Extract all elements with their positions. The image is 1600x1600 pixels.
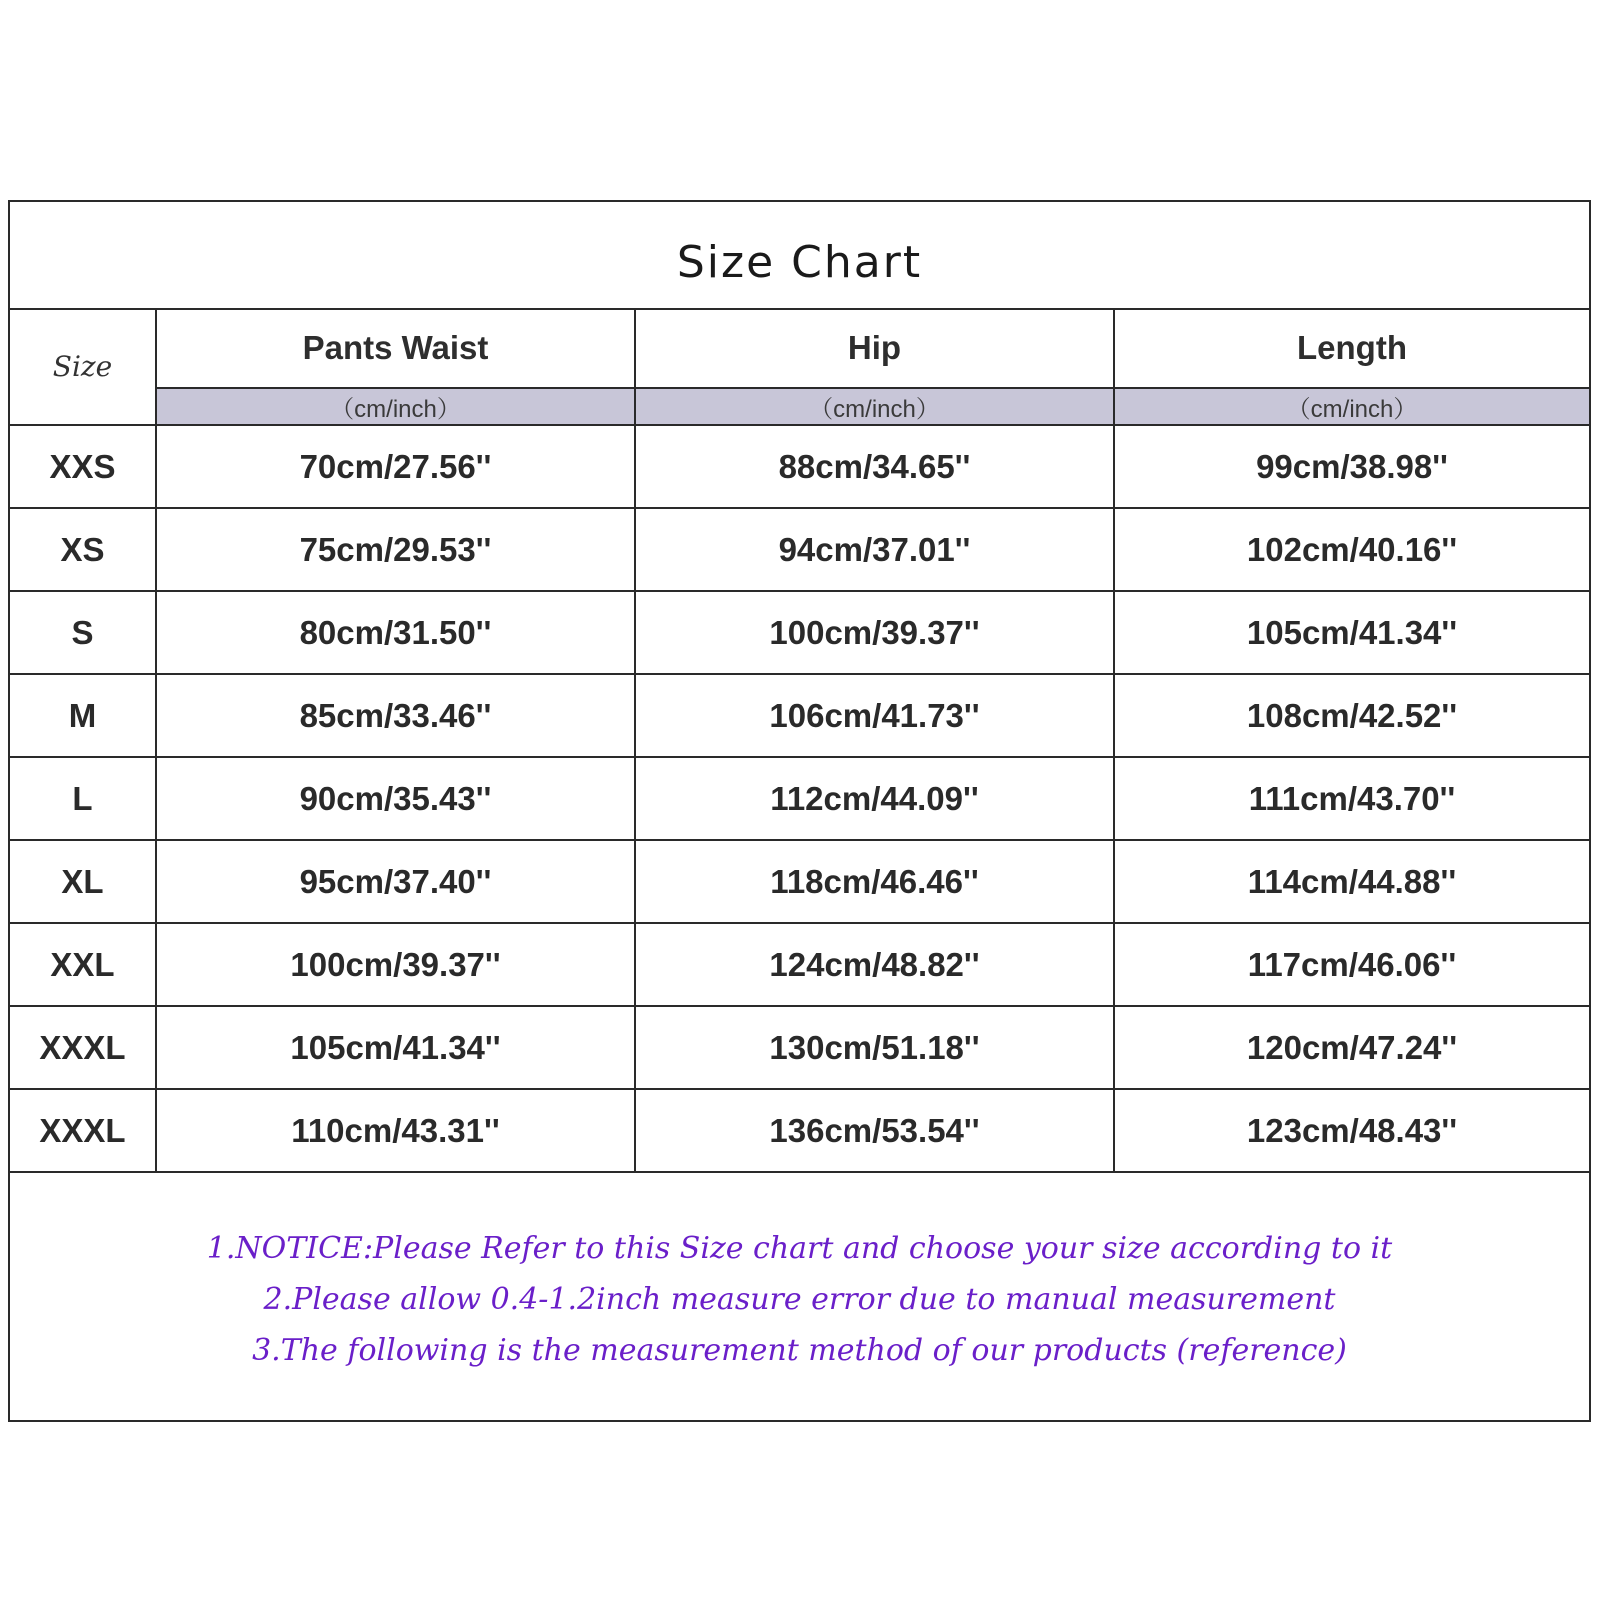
size-cell: XS: [10, 508, 156, 591]
waist-cell: 105cm/41.34'': [156, 1006, 635, 1089]
waist-cell: 70cm/27.56'': [156, 425, 635, 508]
length-cell: 102cm/40.16'': [1114, 508, 1589, 591]
table-row: [10, 757, 1589, 840]
waist-cell: 90cm/35.43'': [156, 757, 635, 840]
table-row: [10, 1089, 1589, 1172]
size-cell: XXL: [10, 923, 156, 1006]
hip-cell: 130cm/51.18'': [635, 1006, 1114, 1089]
hip-cell: 124cm/48.82'': [635, 923, 1114, 1006]
length-cell: 114cm/44.88'': [1114, 840, 1589, 923]
notice-line: 3.The following is the measurement method of our products (reference): [252, 1332, 1347, 1368]
length-cell: 105cm/41.34'': [1114, 591, 1589, 674]
size-cell: XXS: [10, 425, 156, 508]
hip-cell: 112cm/44.09'': [635, 757, 1114, 840]
table-row: [10, 923, 1589, 1006]
table-body: [10, 425, 1589, 1172]
title-row: [10, 202, 1589, 310]
waist-cell: 110cm/43.31'': [156, 1089, 635, 1172]
hip-cell: 106cm/41.73'': [635, 674, 1114, 757]
length-cell: 123cm/48.43'': [1114, 1089, 1589, 1172]
notice-line: 2.Please allow 0.4-1.2inch measure error due to manual measurement: [263, 1281, 1336, 1317]
waist-cell: 95cm/37.40'': [156, 840, 635, 923]
hip-cell: 94cm/37.01'': [635, 508, 1114, 591]
size-chart: [8, 200, 1591, 1422]
waist-cell: 80cm/31.50'': [156, 591, 635, 674]
table-row: [10, 840, 1589, 923]
column-header-length: Length: [1114, 308, 1589, 388]
hip-cell: 118cm/46.46'': [635, 840, 1114, 923]
notice-line: 1.NOTICE:Please Refer to this Size chart and choose your size according to it: [206, 1230, 1393, 1266]
length-cell: 120cm/47.24'': [1114, 1006, 1589, 1089]
table-row: [10, 508, 1589, 591]
chart-title: Size Chart: [676, 236, 923, 288]
notice-block: [10, 1176, 1589, 1420]
waist-cell: 75cm/29.53'': [156, 508, 635, 591]
waist-cell: 85cm/33.46'': [156, 674, 635, 757]
size-column-header: Size: [10, 308, 156, 425]
unit-label-hip: （cm/inch）: [635, 388, 1114, 425]
table-row: [10, 591, 1589, 674]
size-table: [10, 308, 1589, 1173]
size-cell: XL: [10, 840, 156, 923]
size-cell: M: [10, 674, 156, 757]
column-header-hip: Hip: [635, 308, 1114, 388]
column-header-waist: Pants Waist: [156, 308, 635, 388]
waist-cell: 100cm/39.37'': [156, 923, 635, 1006]
length-cell: 108cm/42.52'': [1114, 674, 1589, 757]
table-row: [10, 674, 1589, 757]
size-cell: XXXL: [10, 1006, 156, 1089]
hip-cell: 88cm/34.65'': [635, 425, 1114, 508]
size-cell: XXXL: [10, 1089, 156, 1172]
unit-row: [10, 388, 1589, 425]
unit-label-waist: （cm/inch）: [156, 388, 635, 425]
length-cell: 111cm/43.70'': [1114, 757, 1589, 840]
header-row: [10, 308, 1589, 388]
size-cell: L: [10, 757, 156, 840]
hip-cell: 100cm/39.37'': [635, 591, 1114, 674]
table-row: [10, 425, 1589, 508]
size-cell: S: [10, 591, 156, 674]
unit-label-length: （cm/inch）: [1114, 388, 1589, 425]
length-cell: 99cm/38.98'': [1114, 425, 1589, 508]
hip-cell: 136cm/53.54'': [635, 1089, 1114, 1172]
table-row: [10, 1006, 1589, 1089]
length-cell: 117cm/46.06'': [1114, 923, 1589, 1006]
